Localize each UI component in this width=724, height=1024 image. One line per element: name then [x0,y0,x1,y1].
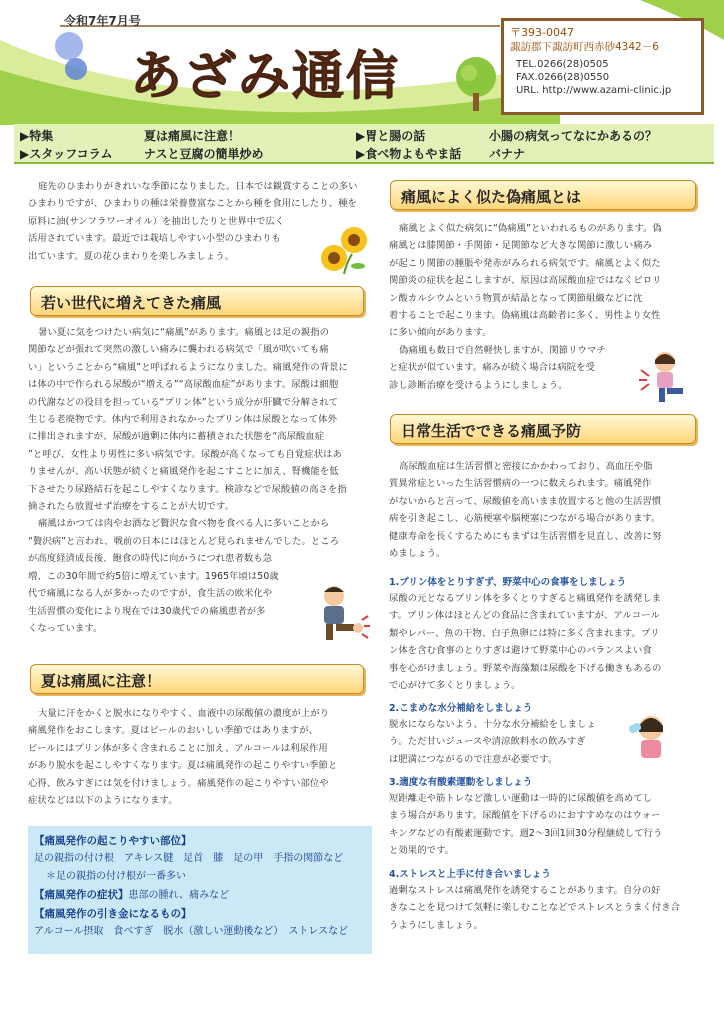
man-in-pain-icon [312,584,370,644]
pseudogout-paragraph: 痛風とよく似た病気に“偽痛風”といわれるものがあります。偽 痛風とは膝関節・手関節・足関節など大きな関節に激しい痛み が起こり関節の腫脹や発赤がみられる病気です。痛風とよく似た 関節炎の症状を起こしますが、原因は高尿酸血症ではなくピロリ ン酸カルシウムという物質が結晶となって関節組織などに沈 着することで起こります。偽痛風は高齢者に多く、男性より女性 に多い傾向があります。 偽痛風も数日で自然軽快しますが、関節リウマチ と症状が似ています。痛みが続く場合は病院を受 診し診断治療を受けるようにしましょう。 [389,223,662,391]
info-head-symptoms: 【痛風発作の症状】患部の腫れ、痛みなど [34,889,230,901]
tip4-heading: 4.ストレスと上手に付き合いましょう [389,869,551,880]
postal-code: 〒393-0047 [510,26,574,39]
tel: TEL.0266(28)0505 [516,59,609,70]
toc-item-staff-title: ナスと豆腐の簡単炒め [144,147,264,161]
tip4-paragraph: 過剰なストレスは痛風発作を誘発することがあります。自分の好 きなことを見つけて気軽に楽しむことなどでストレスとうまく付き合 うようにしましょう。 [389,885,681,931]
woman-knee-pain-icon [635,350,697,406]
info-sites-note: ＊足の親指の付け根が一番多い [46,871,186,882]
clinic-address-box [501,18,704,115]
section-heading-summer-gout: 夏は痛風に注意！ [30,664,364,694]
tip1-paragraph: 尿酸の元となるプリン体を多くとりすぎると痛風発作を誘発しま す。プリン体はほとんどの食品に含まれていますが、アルコール 類やレバー、魚の干物、白子魚卵には特に多く含まれます。プリ ン体を含む食事のとりすぎは避けて野菜中心のバランスよい食 事を心がけましょう。野菜や海藻類は尿酸を下げる働きもあるの で心がけて多くとりましょう。 [389,593,662,692]
girl-drinking-water-icon [625,710,677,762]
section-heading-pseudogout: 痛風によく似た偽痛風とは [390,180,696,210]
prevention-paragraph: 高尿酸血症は生活習慣と密接にかかわっており、高血圧や脂 質異常症といった生活習慣病の一つに数えられます。痛風発作 がないからと言って、尿酸値を高いまま放置すると他の生活習慣 病を引き起こし、心筋梗塞や脳梗塞につながる場合があります。 健康寿命を長くするためにもまずは生活習慣を見直し、改善に努 めましょう。 [389,461,662,560]
tree-icon [452,55,500,113]
toc-item-stomach-title: 小腸の病気ってなにかあるの？ [489,129,658,143]
section-heading-prevention: 日常生活でできる痛風予防 [390,414,696,444]
tip2-heading: 2.こまめな水分補給をしましょう [389,703,533,714]
toc-item-food-label: ▶食べ物よもやま話 [356,147,462,161]
info-sites: 足の親指の付け根 アキレス腱 足首 膝 足の甲 手指の関節など [34,853,344,864]
gout-info-box [28,826,372,954]
fax: FAX.0266(28)0550 [516,72,610,83]
issue-date: 令和7年7月号 [64,14,141,28]
tip3-heading: 3.適度な有酸素運動をしましょう [389,777,533,788]
toc-item-stomach-label: ▶胃と腸の話 [356,129,426,143]
url: URL. http://www.azami-clinic.jp [516,85,672,96]
toc-item-feature-title: 夏は痛風に注意！ [144,129,241,143]
info-head-triggers: 【痛風発作の引き金になるもの】 [34,908,192,920]
sunflower-icon [318,224,370,276]
young-gout-paragraph: 暑い夏に気をつけたい病気に“痛風”があります。痛風とは足の親指の 関節などが張れて突然の激しい痛みに襲われる病気で「風が吹いても痛 い」ということから“痛風”と呼ばれるようになりました。痛風発作の背景に は体の中で作られる尿酸が“増える”“高尿酸血症”があります。尿酸は細胞 の代謝などの役目を担っている“プリン体”という成分が肝臓で分解されて 生じる老廃物です。体内で利用されなかったプリン体は尿酸となって体外 に排出されますが、尿酸が過剰に体内に蓄積された状態を“高尿酸血症 ”と呼び、女性より男性に多い病気です。尿酸が高くなっても自覚症状はあ りませんが、高い状態が続くと痛風発作を起こすことに加え、腎機能を低 下させたり尿路結石を起こしやすくなります。検診などで尿酸値の高さを指 摘されたら放置せず治療をすることが大切です。 痛風はかつては肉やお酒など贅沢な食べ物を食べる人に多いことから “贅沢病”と言われ、戦前の日本にはほとんど見られませんでした。ところ が高度経済成長後、飽食の時代に向かうにつれ患者数も急 増、この30年間で約5倍に増えています。1965年頃は50歳 代で痛風になる人が多かったのですが、食生活の欧米化や 生活習慣の変化により現在では30歳代での痛風患者が多 くなっています。 [28,327,348,634]
tip1-heading: 1.プリン体をとりすぎず、野菜中心の食事をしましょう [389,577,627,588]
tip3-paragraph: 短距離走や筋トレなど激しい運動は一時的に尿酸値を高めてし まう場合があります。尿酸値を下げるのにおすすめなのはウォー キングなどの有酸素運動です。週2～3回1回30分程継続して行う と効果的です。 [389,793,663,857]
contents-bar [14,124,714,164]
intro-paragraph: 庭先のひまわりがきれいな季節になりました。日本では観賞することの多い ひまわりですが、ひまわりの種は栄養豊富なことから種を食用にしたり、種を 原料に油(サンフラワーオイル）を抽出したりと世界中で広く 活用されています。最近では栽培しやすい小型のひまわりも 出ています。夏の花ひまわりを楽しみましょう。 [28,181,358,262]
tip2-paragraph: 脱水にならないよう、十分な水分補給をしましょ う。ただ甘いジュースや清涼飲料水の飲みすぎ は肥満につながるので注意が必要です。 [389,719,596,765]
newsletter-title: あざみ通信 [130,47,401,107]
address: 諏訪郡下諏訪町西赤砂4342－6 [510,41,659,53]
info-triggers: アルコール摂取 食べすぎ 脱水（激しい運動後など） ストレスなど [34,926,349,937]
section-heading-young-gout: 若い世代に増えてきた痛風 [30,286,364,316]
toc-item-staff-label: ▶スタッフコラム [20,147,113,161]
toc-item-feature-label: ▶特集 [20,129,54,143]
toc-item-food-title: バナナ [489,147,526,161]
summer-gout-paragraph: 大量に汗をかくと脱水になりやすく、血液中の尿酸値の濃度が上がり 痛風発作をおこします。夏はビールのおいしい季節ではありますが、 ビールにはプリン体が多く含まれることに加え、アルコールは利尿作用 があり脱水を起こしやすくなります。夏は痛風発作の起こりやすい季節と 心得、飲みすぎには気を付けましょう。痛風発作の起こりやすい部位や 症状などは以下のようになります。 [28,708,338,807]
info-head-sites: 【痛風発作の起こりやすい部位】 [34,835,192,847]
